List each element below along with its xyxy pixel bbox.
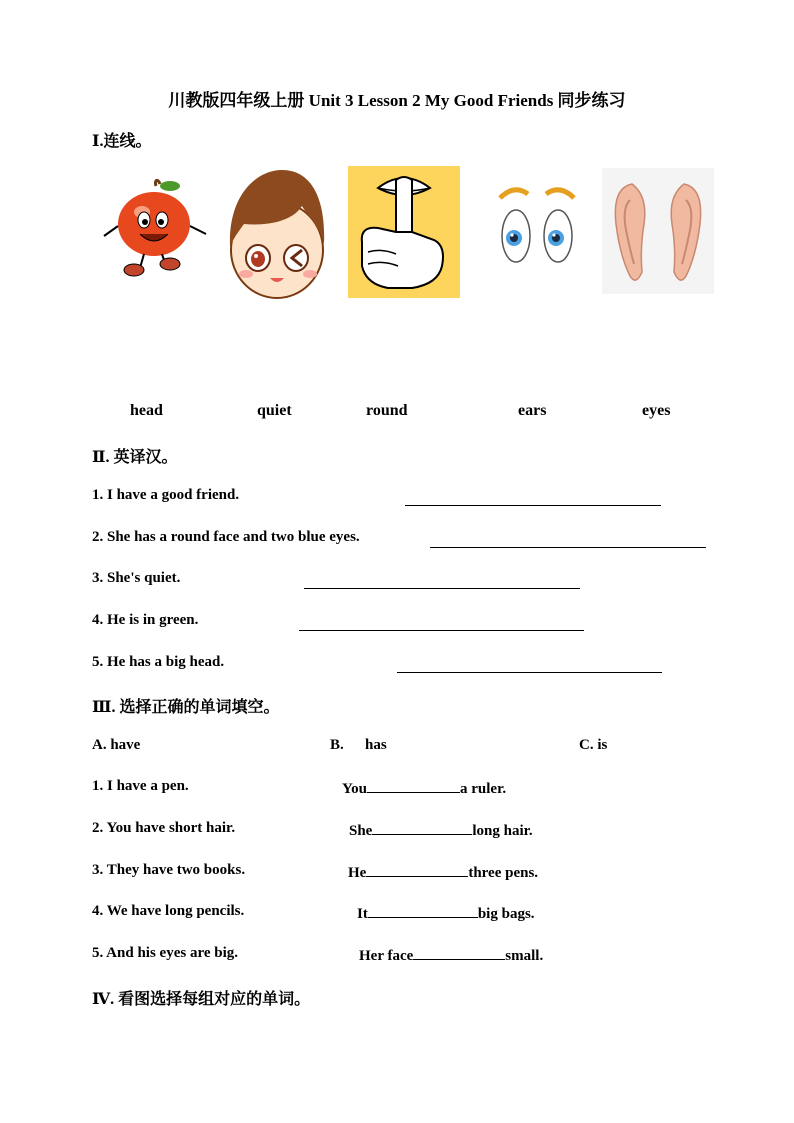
fill-item-2-post: long hair.: [472, 823, 533, 839]
fill-item-4-pre: It: [357, 906, 368, 922]
section3-heading: Ⅲ. 选择正确的单词填空。: [92, 699, 280, 716]
fill-item-4-post: big bags.: [477, 906, 535, 922]
translate-blank-5[interactable]: [397, 672, 662, 673]
fill-blank-3[interactable]: [366, 862, 468, 877]
option-c: C. is: [579, 737, 608, 753]
option-b-word: has: [365, 737, 387, 753]
fill-item-3-post: three pens.: [468, 865, 539, 881]
fill-blank-1[interactable]: [367, 778, 460, 793]
translate-item-1: 1. I have a good friend.: [92, 487, 240, 503]
fill-item-5-post: small.: [505, 948, 544, 964]
boy-face-icon: [226, 166, 328, 300]
option-a: A. have: [92, 737, 141, 753]
translate-blank-3[interactable]: [304, 588, 580, 589]
match-word-quiet: quiet: [257, 402, 292, 419]
option-b-letter: B.: [330, 737, 344, 753]
eyes-icon: [492, 180, 582, 276]
translate-blank-4[interactable]: [299, 630, 584, 631]
fill-item-2-pre: She: [349, 823, 373, 839]
fill-item-4-left: 4. We have long pencils.: [92, 903, 245, 919]
translate-blank-2[interactable]: [430, 547, 706, 548]
match-word-eyes: eyes: [642, 402, 671, 419]
translate-item-4: 4. He is in green.: [92, 612, 199, 628]
fill-item-3-pre: He: [348, 865, 367, 881]
fill-item-1-pre: You: [342, 781, 368, 797]
fill-item-2-right: [349, 820, 533, 840]
apple-character-icon: [96, 176, 216, 284]
fill-item-1-post: a ruler.: [460, 781, 507, 797]
section2-heading: Ⅱ. 英译汉。: [92, 449, 178, 466]
translate-item-2: 2. She has a round face and two blue eyes.: [92, 529, 360, 545]
section1-heading: Ⅰ.连线。: [92, 133, 152, 150]
fill-item-3-right: [348, 862, 538, 882]
match-word-ears: ears: [518, 402, 547, 419]
fill-item-5-pre: Her face: [359, 948, 414, 964]
fill-blank-2[interactable]: [372, 820, 472, 835]
page-title: 川教版四年级上册 Unit 3 Lesson 2 My Good Friends 同步练习: [168, 91, 626, 110]
section4-heading: Ⅳ. 看图选择每组对应的单词。: [92, 991, 311, 1008]
fill-item-1-left: 1. I have a pen.: [92, 778, 189, 794]
ears-icon: [602, 168, 714, 294]
fill-item-4-right: [357, 903, 535, 923]
fill-blank-5[interactable]: [413, 945, 505, 960]
fill-item-5-right: [359, 945, 543, 965]
match-word-head: head: [130, 402, 163, 419]
finger-on-lips-icon: [348, 166, 460, 298]
translate-blank-1[interactable]: [405, 505, 661, 506]
fill-item-2-left: 2. You have short hair.: [92, 820, 236, 836]
translate-item-3: 3. She's quiet.: [92, 570, 181, 586]
match-word-round: round: [366, 402, 408, 419]
fill-item-3-left: 3. They have two books.: [92, 862, 246, 878]
fill-item-1-right: [342, 778, 506, 798]
fill-item-5-left: 5. And his eyes are big.: [92, 945, 238, 961]
fill-blank-4[interactable]: [368, 903, 478, 918]
translate-item-5: 5. He has a big head.: [92, 654, 225, 670]
